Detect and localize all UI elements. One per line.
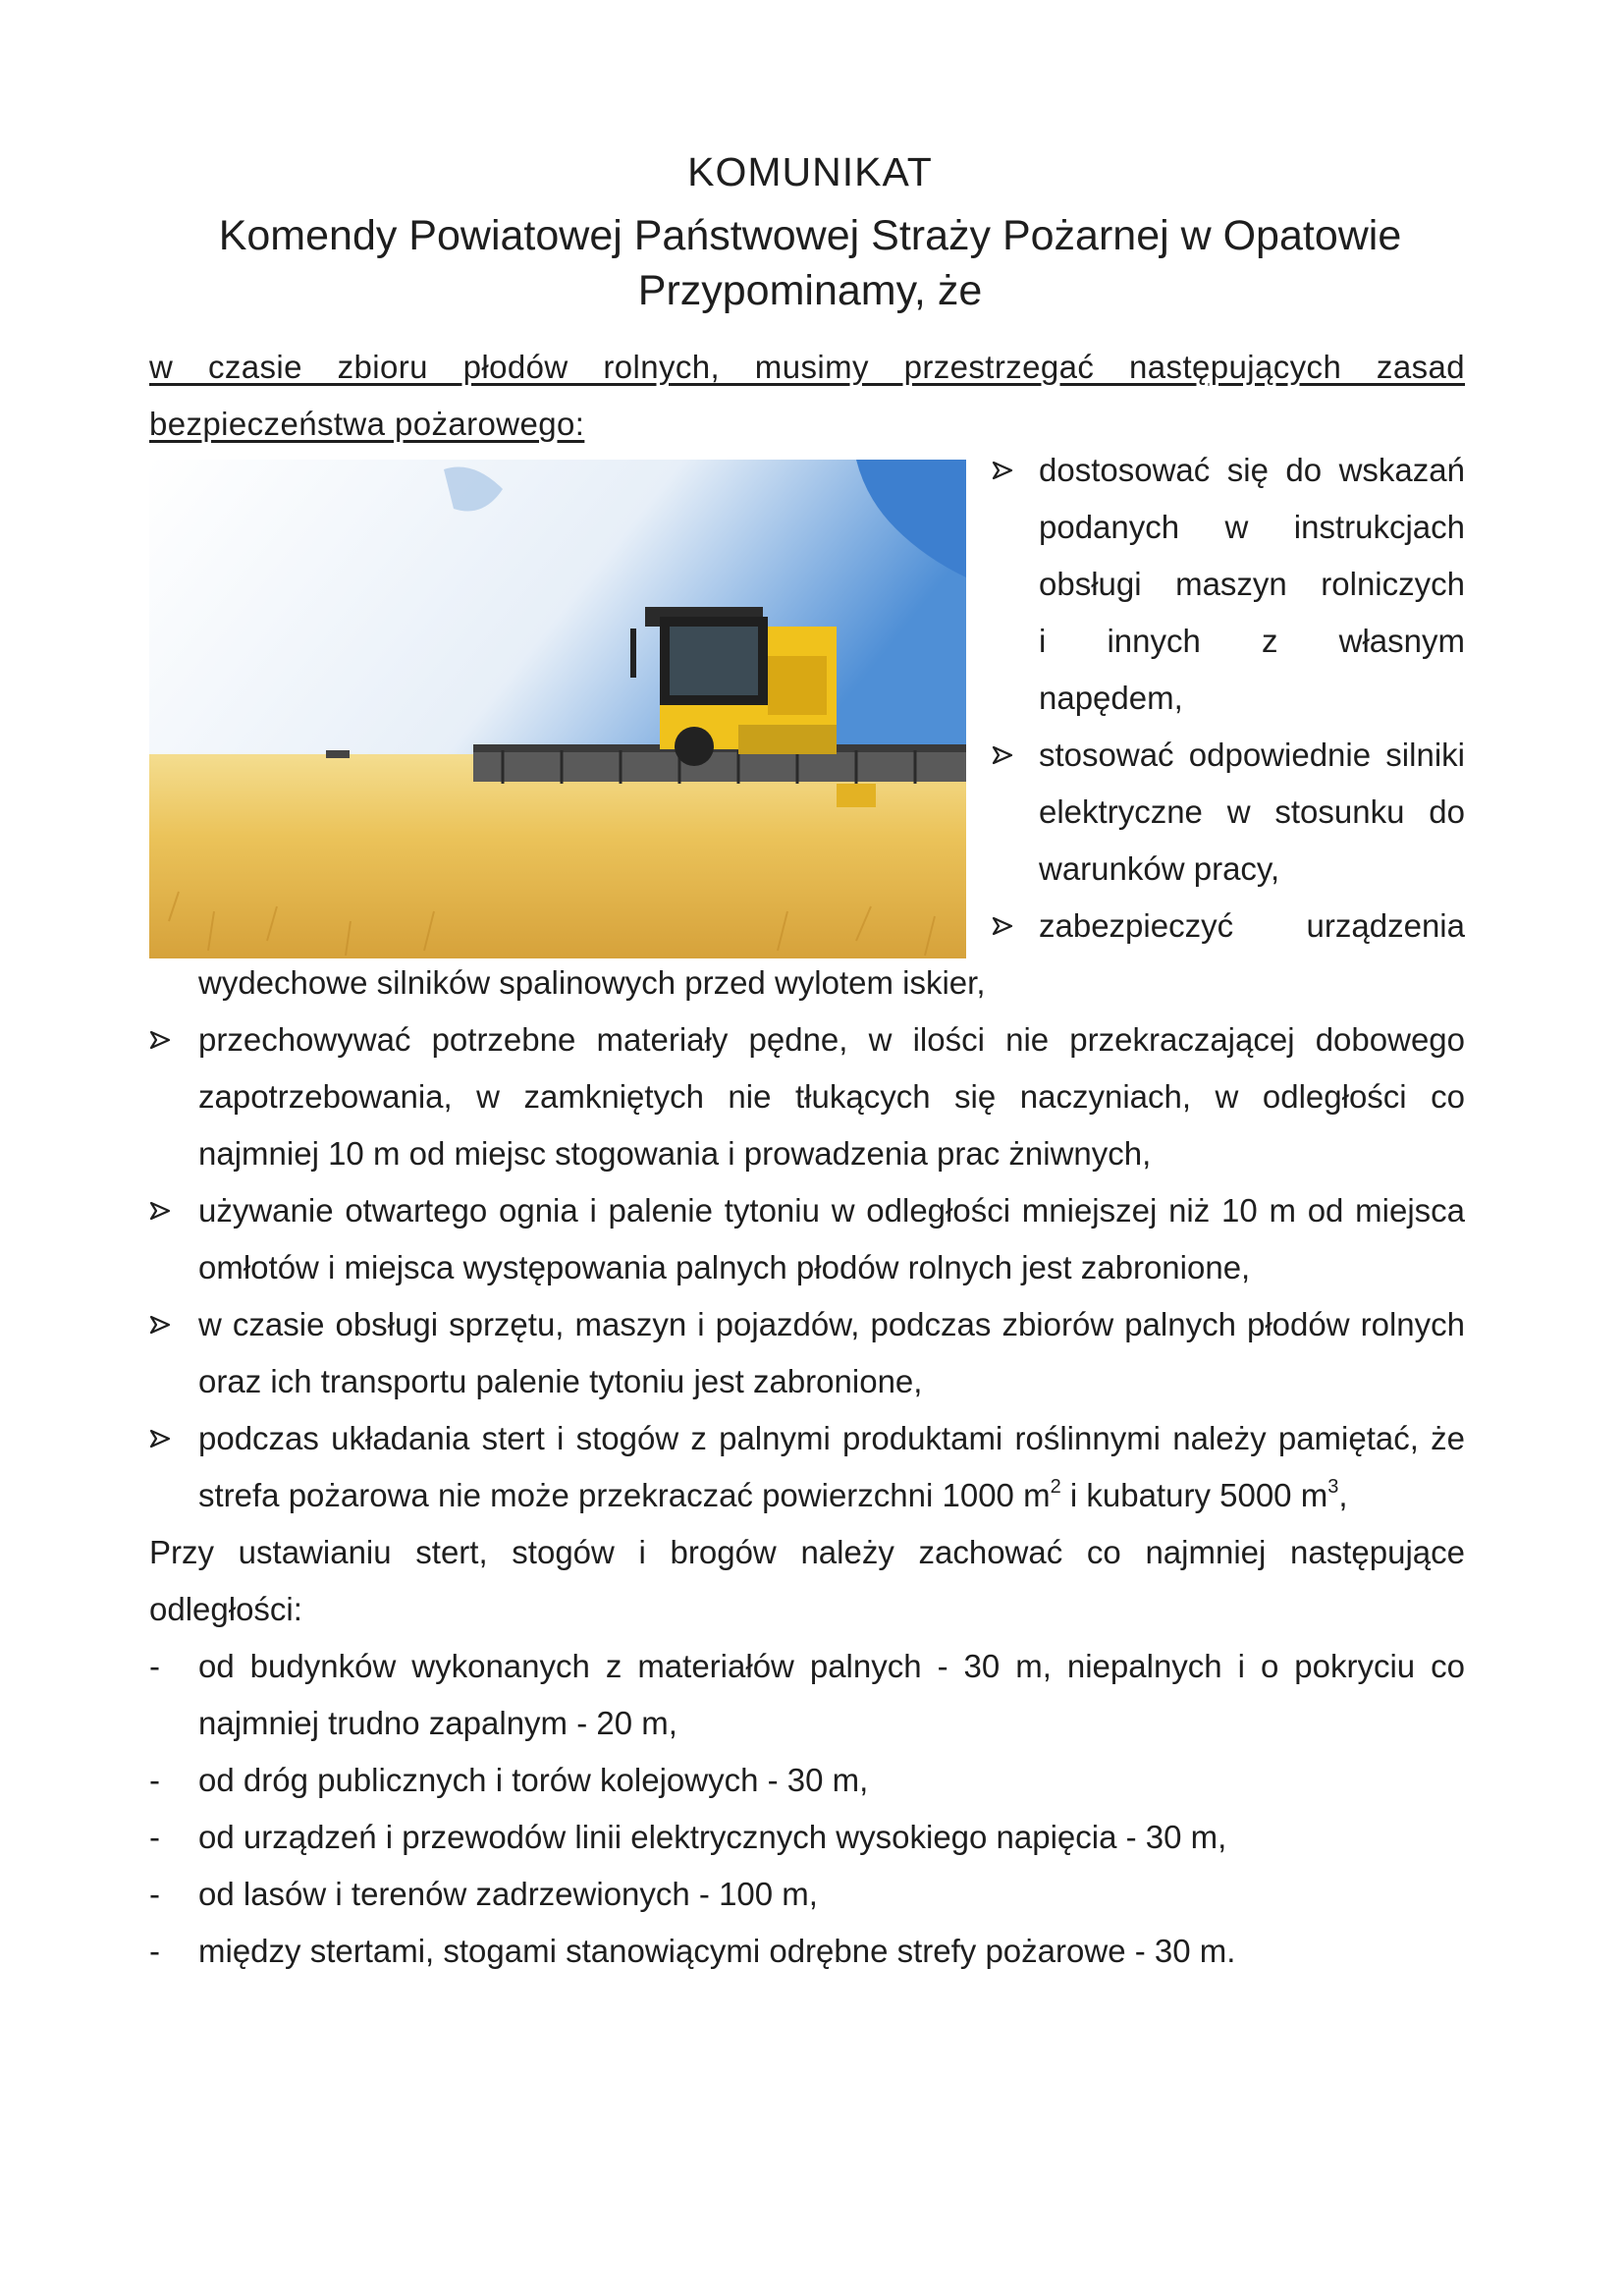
rule-1-line-1: dostosować się do wskazań xyxy=(1039,452,1465,488)
arrow-bullet-icon xyxy=(149,1428,171,1449)
distance-1-line-2: najmniej trudno zapalnym - 20 m, xyxy=(198,1705,677,1741)
square-superscript: 2 xyxy=(1050,1476,1061,1498)
rule-1-line-5: napędem, xyxy=(1039,680,1183,716)
combine-harvester-photo xyxy=(149,460,966,958)
distance-5: między stertami, stogami stanowiącymi odrębne strefy pożarowe - 30 m. xyxy=(198,1933,1236,1969)
arrow-bullet-icon xyxy=(992,744,1013,766)
rule-7-text-end: , xyxy=(1338,1477,1348,1513)
arrow-bullet-icon xyxy=(992,915,1013,937)
rule-6-line-2: oraz ich transportu palenie tytoniu jest zabronione, xyxy=(198,1363,923,1399)
rule-2-line-1: stosować odpowiednie silniki xyxy=(1039,737,1465,773)
document-subtitle-reminder: Przypominamy, że xyxy=(637,267,983,314)
rule-1-line-4: i innych z własnym xyxy=(1039,623,1465,659)
distance-3: od urządzeń i przewodów linii elektrycznych wysokiego napięcia - 30 m, xyxy=(198,1819,1227,1855)
rule-3-line-1: zabezpieczyć urządzenia xyxy=(1039,907,1465,944)
dash-bullet: - xyxy=(149,1876,160,1912)
rule-4-line-1: przechowywać potrzebne materiały pędne, w ilości nie przekraczającej dobowego xyxy=(198,1021,1465,1058)
rule-1-line-2: podanych w instrukcjach xyxy=(1039,509,1465,545)
rule-7-line-1: podczas układania stert i stogów z palnymi produktami roślinnymi należy pamiętać, że xyxy=(198,1420,1465,1456)
rule-2-line-3: warunków pracy, xyxy=(1039,850,1280,887)
arrow-bullet-icon xyxy=(149,1314,171,1336)
arrow-bullet-icon xyxy=(149,1200,171,1222)
rule-5-line-2: omłotów i miejsca występowania palnych płodów rolnych jest zabronione, xyxy=(198,1249,1251,1285)
rule-7-text-volume: i kubatury 5000 m xyxy=(1060,1477,1328,1513)
rule-1-line-3: obsługi maszyn rolniczych xyxy=(1039,566,1465,602)
arrow-bullet-icon xyxy=(992,460,1013,481)
document-subtitle-authority: Komendy Powiatowej Państwowej Straży Pożarnej w Opatowie xyxy=(218,212,1402,259)
cube-superscript: 3 xyxy=(1327,1476,1339,1498)
dash-bullet: - xyxy=(149,1648,160,1684)
rule-5-line-1: używanie otwartego ognia i palenie tytoniu w odległości mniejszej niż 10 m od miejsca xyxy=(198,1192,1465,1229)
dash-bullet: - xyxy=(149,1762,160,1798)
document-title: KOMUNIKAT xyxy=(687,149,933,194)
dash-bullet: - xyxy=(149,1933,160,1969)
rule-3-line-2: wydechowe silników spalinowych przed wylotem iskier, xyxy=(198,964,986,1001)
distance-1-line-1: od budynków wykonanych z materiałów palnych - 30 m, niepalnych i o pokryciu co xyxy=(198,1648,1465,1684)
arrow-bullet-icon xyxy=(149,1029,171,1051)
rule-7-text-area: strefa pożarowa nie może przekraczać powierzchni 1000 m xyxy=(198,1477,1051,1513)
rule-4-line-2: zapotrzebowania, w zamkniętych nie tłukących się naczyniach, w odległości co xyxy=(198,1078,1465,1115)
rule-4-line-3: najmniej 10 m od miejsc stogowania i prowadzenia prac żniwnych, xyxy=(198,1135,1152,1172)
harvester-illustration xyxy=(149,460,966,958)
distances-intro-line-2: odległości: xyxy=(149,1591,302,1627)
intro-paragraph: w czasie zbioru płodów rolnych, musimy przestrzegać następujących zasad bezpieczeństwa pożarowego: xyxy=(149,349,1465,442)
distance-4: od lasów i terenów zadrzewionych - 100 m, xyxy=(198,1876,818,1912)
distances-intro-line-1: Przy ustawianiu stert, stogów i brogów należy zachować co najmniej następujące xyxy=(149,1534,1465,1570)
rule-6-line-1: w czasie obsługi sprzętu, maszyn i pojazdów, podczas zbiorów palnych płodów rolnych xyxy=(198,1306,1465,1342)
distance-2: od dróg publicznych i torów kolejowych - 30 m, xyxy=(198,1762,869,1798)
dash-bullet: - xyxy=(149,1819,160,1855)
rule-7-line-2 xyxy=(198,1467,1465,1524)
rule-2-line-2: elektryczne w stosunku do xyxy=(1039,793,1465,830)
